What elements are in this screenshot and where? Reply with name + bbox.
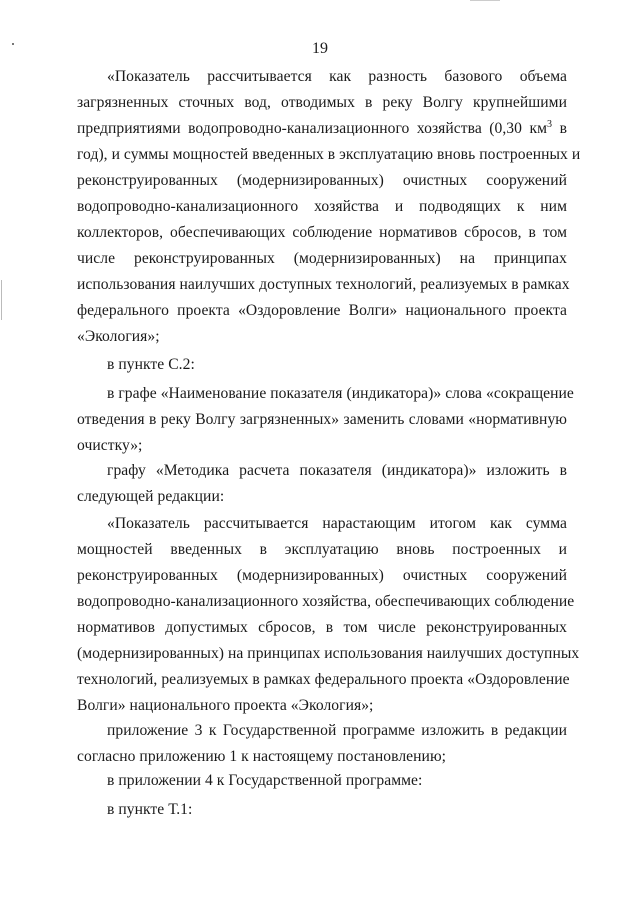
text-line: в пункте С.2: xyxy=(107,356,195,373)
scan-edge-line xyxy=(1,280,2,320)
text-line: загрязненных сточных вод, отводимых в реку Волгу крупнейшими xyxy=(77,94,567,111)
text-line: федерального проекта «Оздоровление Волги» национального проекта xyxy=(77,302,567,319)
text-line: «Показатель рассчитывается как разность базового объема xyxy=(107,68,567,85)
paragraph-method-column xyxy=(77,458,567,510)
paragraph-indicator-method-2 xyxy=(77,511,580,719)
text-line: реконструированных (модернизированных) очистных сооружений xyxy=(77,567,567,584)
text-line: (модернизированных) на принципах использования наилучших доступных xyxy=(77,645,580,662)
text-line: «Экология»; xyxy=(77,328,160,345)
text-line xyxy=(77,116,567,142)
text-line: использования наилучших доступных технологий, реализуемых в рамках xyxy=(77,276,570,293)
scan-speck xyxy=(12,43,14,45)
text-line: водопроводно-канализационного хозяйства, обеспечивающих соблюдение xyxy=(77,593,575,610)
text-line: коллекторов, обеспечивающих соблюдение нормативов сбросов, в том xyxy=(77,224,567,241)
text-line: «Показатель рассчитывается нарастающим итогом как сумма xyxy=(107,515,567,532)
text-line: реконструированных (модернизированных) очистных сооружений xyxy=(77,172,567,189)
text-fragment: предприятиями водопроводно-канализационного хозяйства (0,30 км xyxy=(77,120,548,137)
page-number: 19 xyxy=(312,40,328,57)
text-line: в графе «Наименование показателя (индикатора)» слова «сокращение xyxy=(107,385,574,402)
text-line: приложение 3 к Государственной программе изложить в редакции xyxy=(107,722,567,739)
paragraph-point-t1 xyxy=(77,797,567,823)
paragraph-appendix-3 xyxy=(77,718,567,770)
text-line: мощностей введенных в эксплуатацию вновь построенных и xyxy=(77,541,567,558)
paragraph-point-c2 xyxy=(77,352,567,378)
text-line: Волги» национального проекта «Экология»; xyxy=(77,697,374,714)
text-line: нормативов допустимых сбросов, в том числе реконструированных xyxy=(77,619,567,636)
text-line: в приложении 4 к Государственной программе: xyxy=(107,772,423,789)
text-line: очистку»; xyxy=(77,437,143,454)
text-line: следующей редакции: xyxy=(77,488,225,505)
text-line: год), и суммы мощностей введенных в эксплуатацию вновь построенных и xyxy=(77,146,581,163)
superscript: 3 xyxy=(547,118,553,130)
text-line: отведения в реку Волгу загрязненных» заменить словами «нормативную xyxy=(77,411,567,428)
paragraph-appendix-4 xyxy=(77,768,567,794)
text-fragment: в xyxy=(552,120,567,137)
text-line: в пункте Т.1: xyxy=(107,801,193,818)
text-line: технологий, реализуемых в рамках федерального проекта «Оздоровление xyxy=(77,671,570,688)
text-line: числе реконструированных (модернизированных) на принципах xyxy=(77,250,567,267)
scan-edge-line xyxy=(470,0,500,1)
text-line: согласно приложению 1 к настоящему постановлению; xyxy=(77,748,447,765)
text-line: водопроводно-канализационного хозяйства и подводящих к ним xyxy=(77,198,567,215)
paragraph-indicator-method-1 xyxy=(77,64,581,350)
text-line: графу «Методика расчета показателя (индикатора)» изложить в xyxy=(107,462,567,479)
paragraph-name-change xyxy=(77,381,574,459)
